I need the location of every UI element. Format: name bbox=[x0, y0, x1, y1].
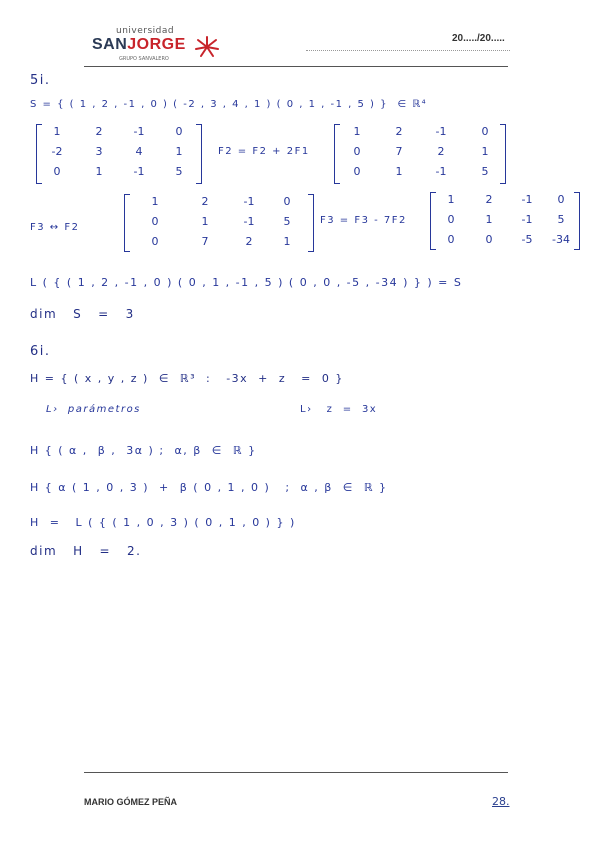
matrix-2-cell: 1 bbox=[353, 125, 361, 138]
star-logo-icon bbox=[194, 36, 220, 58]
matrix-3-cell: 7 bbox=[201, 235, 209, 248]
matrix-3-right-bracket bbox=[308, 194, 314, 252]
matrix-1-cell: 1 bbox=[95, 165, 103, 178]
matrix-3-cell: 0 bbox=[151, 235, 159, 248]
matrix-3-left-bracket bbox=[124, 194, 130, 252]
matrix-1-cell: 2 bbox=[95, 125, 103, 138]
matrix-1-cell: 0 bbox=[175, 125, 183, 138]
matrix-4-cell: 0 bbox=[447, 233, 455, 246]
row-operation-3: F3 = F3 - 7F2 bbox=[320, 215, 407, 226]
matrix-2-cell: 0 bbox=[353, 165, 361, 178]
matrix-2-cell: 2 bbox=[395, 125, 403, 138]
matrix-4-cell: 5 bbox=[557, 213, 565, 226]
ex6-set-definition: H = { ( x , y , z ) ∈ ℝ³ : -3x + z = 0 } bbox=[30, 372, 344, 385]
matrix-1-cell: 5 bbox=[175, 165, 183, 178]
matrix-3-cell: 2 bbox=[245, 235, 253, 248]
matrix-4-cell: -1 bbox=[521, 213, 533, 226]
ex6-line-3: H = L ( { ( 1 , 0 , 3 ) ( 0 , 1 , 0 ) } ) bbox=[30, 516, 296, 529]
ex5-span-result: L ( { ( 1 , 2 , -1 , 0 ) ( 0 , 1 , -1 , 5 ) ( 0 , 0 , -5 , -34 ) } ) = S bbox=[30, 276, 463, 289]
ex5-set-definition: S = { ( 1 , 2 , -1 , 0 ) ( -2 , 3 , 4 , 1 ) ( 0 , 1 , -1 , 5 ) } ∈ ℝ⁴ bbox=[30, 99, 428, 110]
matrix-1-cell: -1 bbox=[133, 125, 145, 138]
matrix-1-cell: -2 bbox=[51, 145, 63, 158]
ex6-note-parameters: L› parámetros bbox=[46, 404, 141, 415]
header-rule bbox=[84, 66, 508, 67]
matrix-2-cell: 0 bbox=[481, 125, 489, 138]
ex5-dimension: dim S = 3 bbox=[30, 307, 135, 321]
page-number: 28. bbox=[492, 795, 510, 808]
matrix-4-cell: 1 bbox=[485, 213, 493, 226]
row-operation-2: F3 ↔ F2 bbox=[30, 222, 80, 233]
matrix-1-cell: -1 bbox=[133, 165, 145, 178]
matrix-4-cell: 2 bbox=[485, 193, 493, 206]
logo-top-text: universidad bbox=[116, 26, 175, 36]
row-operation-1: F2 = F2 + 2F1 bbox=[218, 146, 310, 157]
matrix-4-cell: 1 bbox=[447, 193, 455, 206]
ex6-line-2: H { α ( 1 , 0 , 3 ) + β ( 0 , 1 , 0 ) ; α , β ∈ ℝ } bbox=[30, 481, 388, 494]
matrix-3-cell: -1 bbox=[243, 195, 255, 208]
matrix-2-cell: 2 bbox=[437, 145, 445, 158]
ex6-note-z: L› z = 3x bbox=[300, 404, 378, 415]
matrix-3-cell: 2 bbox=[201, 195, 209, 208]
matrix-1-cell: 1 bbox=[175, 145, 183, 158]
matrix-3-cell: -1 bbox=[243, 215, 255, 228]
ex6-title: 6i. bbox=[30, 344, 51, 359]
matrix-2-cell: -1 bbox=[435, 165, 447, 178]
date-field: 20...../20..... bbox=[452, 33, 505, 44]
university-logo bbox=[92, 26, 222, 66]
logo-main-b: JORGE bbox=[127, 36, 186, 53]
matrix-4-cell: -34 bbox=[552, 233, 570, 246]
matrix-4-cell: -1 bbox=[521, 193, 533, 206]
matrix-1-right-bracket bbox=[196, 124, 202, 184]
matrix-4-cell: 0 bbox=[557, 193, 565, 206]
logo-sub-text: GRUPO SANVALERO bbox=[119, 56, 169, 62]
matrix-4-cell: -5 bbox=[521, 233, 533, 246]
logo-main-a: SAN bbox=[92, 36, 128, 53]
logo-main-text bbox=[92, 36, 186, 54]
matrix-1-cell: 4 bbox=[135, 145, 143, 158]
matrix-2-cell: -1 bbox=[435, 125, 447, 138]
matrix-3-cell: 5 bbox=[283, 215, 291, 228]
footer-author: MARIO GÓMEZ PEÑA bbox=[84, 797, 178, 807]
ex6-line-1: H { ( α , β , 3α ) ; α, β ∈ ℝ } bbox=[30, 444, 257, 457]
matrix-2-cell: 0 bbox=[353, 145, 361, 158]
matrix-2-left-bracket bbox=[334, 124, 340, 184]
matrix-3-cell: 1 bbox=[283, 235, 291, 248]
matrix-3-cell: 0 bbox=[283, 195, 291, 208]
ex5-title: 5i. bbox=[30, 73, 51, 88]
matrix-2-cell: 1 bbox=[395, 165, 403, 178]
ex6-dimension: dim H = 2. bbox=[30, 544, 142, 558]
matrix-1-cell: 3 bbox=[95, 145, 103, 158]
matrix-3-cell: 1 bbox=[151, 195, 159, 208]
matrix-1-cell: 1 bbox=[53, 125, 61, 138]
matrix-2-right-bracket bbox=[500, 124, 506, 184]
matrix-2-cell: 1 bbox=[481, 145, 489, 158]
matrix-4-cell: 0 bbox=[447, 213, 455, 226]
matrix-3-cell: 1 bbox=[201, 215, 209, 228]
footer-rule bbox=[84, 772, 508, 773]
date-underline bbox=[306, 50, 510, 51]
matrix-2-cell: 7 bbox=[395, 145, 403, 158]
matrix-3-cell: 0 bbox=[151, 215, 159, 228]
matrix-2-cell: 5 bbox=[481, 165, 489, 178]
matrix-4-cell: 0 bbox=[485, 233, 493, 246]
matrix-1-cell: 0 bbox=[53, 165, 61, 178]
